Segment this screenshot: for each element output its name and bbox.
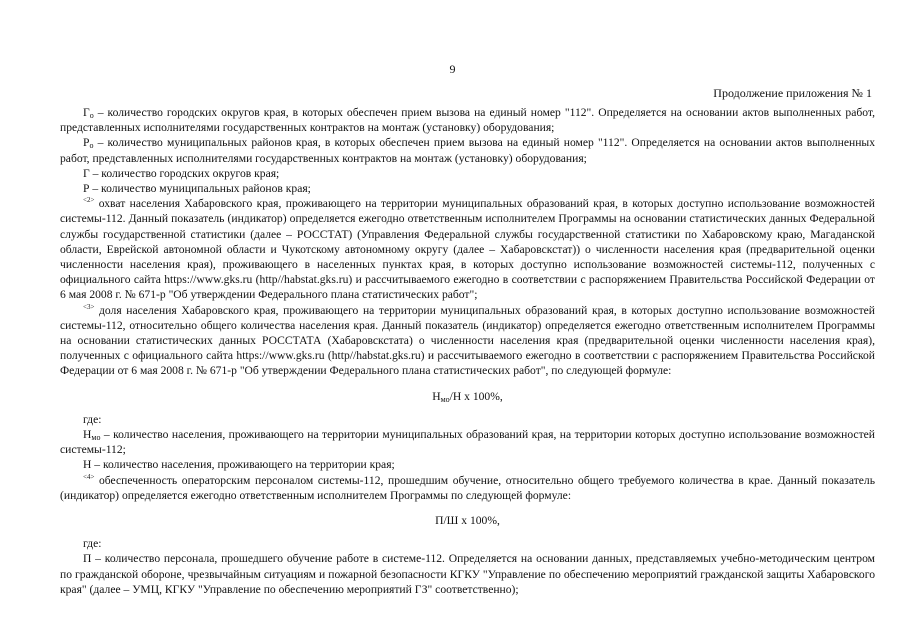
formula-1-symbol: Н (432, 389, 441, 403)
subscript-go: о (89, 111, 94, 120)
formula-staff-share: П/Ш х 100%, (435, 514, 500, 528)
footnote-2-mark: <2> (83, 196, 95, 205)
formula-1-subscript: мо (440, 394, 450, 404)
continuation-heading: Продолжение приложения № 1 (713, 86, 872, 100)
paragraph-r-definition: Р – количество муниципальных районов края; (83, 182, 311, 196)
symbol-nmo: Н (83, 428, 92, 442)
formula-population-share (60, 389, 875, 404)
paragraph-nmo-definition (60, 427, 875, 457)
symbol-ro: Р (83, 136, 90, 150)
paragraph-g-definition: Г – количество городских округов края; (83, 166, 280, 180)
subscript-nmo: мо (91, 433, 101, 443)
footnote-4-text: обеспеченность операторским персоналом системы-112, прошедшим обучение, относительно общего требуемого количества в крае. Данный показатель (индикатор) определяется ежегодно ответственным исполнителем Программы по следующей формуле: (60, 473, 875, 502)
footnote-3-text: доля населения Хабаровского края, проживающего на территории муниципальных образований края, в которых доступно использование возможностей системы-112, относительно общего количества населения края. Данный показатель (индикатор) определяется ежегодно ответственным исполнителем Программы на основании статистических данных РОССТАТА (Хабаровскстата) о численности населения края (предварительной оценки численности населения края), полученных с официального сайта https://www.gks.ru (http//habstat.gks.ru) и рассчитываемого ежегодно в соответствии с распоряжением Правительства Российской Федерации от 6 мая 2008 г. № 671-р "Об утверждении Федерального плана статистических работ", по следующей формуле: (60, 303, 875, 378)
text-nmo: – количество населения, проживающего на территории муниципальных образований края, на территории которых доступно использование возможностей системы-112; (60, 428, 875, 457)
paragraph-go-definition (60, 105, 875, 135)
footnote-2-text: охват населения Хабаровского края, проживающего на территории муниципальных образований края, в которых доступно использование возможностей системы-112. Данный показатель (индикатор) определяется ежегодно ответственным исполнителем Программы на основании статистических данных Федеральной службы государственной статистики (далее – РОССТАТ) (Управления Федеральной службы государственной статистики по Хабаровскому краю, Магаданской области, Еврейской автономной области и Чукотскому автономному округу (далее – Хабаровскстат)) о численности населения края (предварительной оценки численности населения края), проживающего в населенных пунктах края, в которых доступно использование возможностей системы-112, полученных с официального сайта https://www.gks.ru (http//habstat.gks.ru) и рассчитываемого ежегодно в соответствии с распоряжением Правительства Российской Федерации от 6 мая 2008 г. № 671-р "Об утверждении Федерального плана статистических работ"; (60, 197, 875, 302)
where-label-1: где: (83, 412, 102, 426)
paragraph-p-definition: П – количество персонала, прошедшего обучение работе в системе-112. Определяется на основании данных, представляемых учебно-методическим центром по гражданской обороне, чрезвычайным ситуациям и пожарной безопасности КГКУ "Управление по обеспечению мероприятий гражданской защиты Хабаровского края" (далее – УМЦ, КГКУ "Управление по обеспечению мероприятий ГЗ" соответственно); (60, 552, 875, 596)
paragraph-ro-definition (60, 135, 875, 165)
footnote-2 (60, 196, 875, 302)
footnote-3 (60, 303, 875, 379)
where-label-2: где: (83, 537, 102, 551)
text-go: – количество городских округов края, в которых обеспечен прием вызова на единый номер "112". Определяется на основании актов выполненных работ, представленных исполнителями государственных контрактов на монтаж (установку) оборудования; (60, 106, 875, 135)
text-ro: – количество муниципальных районов края, в которых обеспечен прием вызова на единый номер "112". Определяется на основании актов выполненных работ, представленных исполнителями государственных контрактов на монтаж (установку) оборудования; (60, 136, 875, 165)
paragraph-n-definition: Н – количество населения, проживающего на территории края; (83, 458, 395, 472)
footnote-3-mark: <3> (83, 302, 95, 311)
subscript-ro: о (89, 141, 94, 151)
footnote-4-mark: <4> (83, 472, 95, 481)
page-number: 9 (449, 62, 456, 76)
symbol-go: Г (83, 106, 90, 119)
document-body (60, 105, 875, 597)
footnote-4 (60, 473, 875, 503)
formula-1-rest: /Н х 100%, (449, 389, 503, 403)
